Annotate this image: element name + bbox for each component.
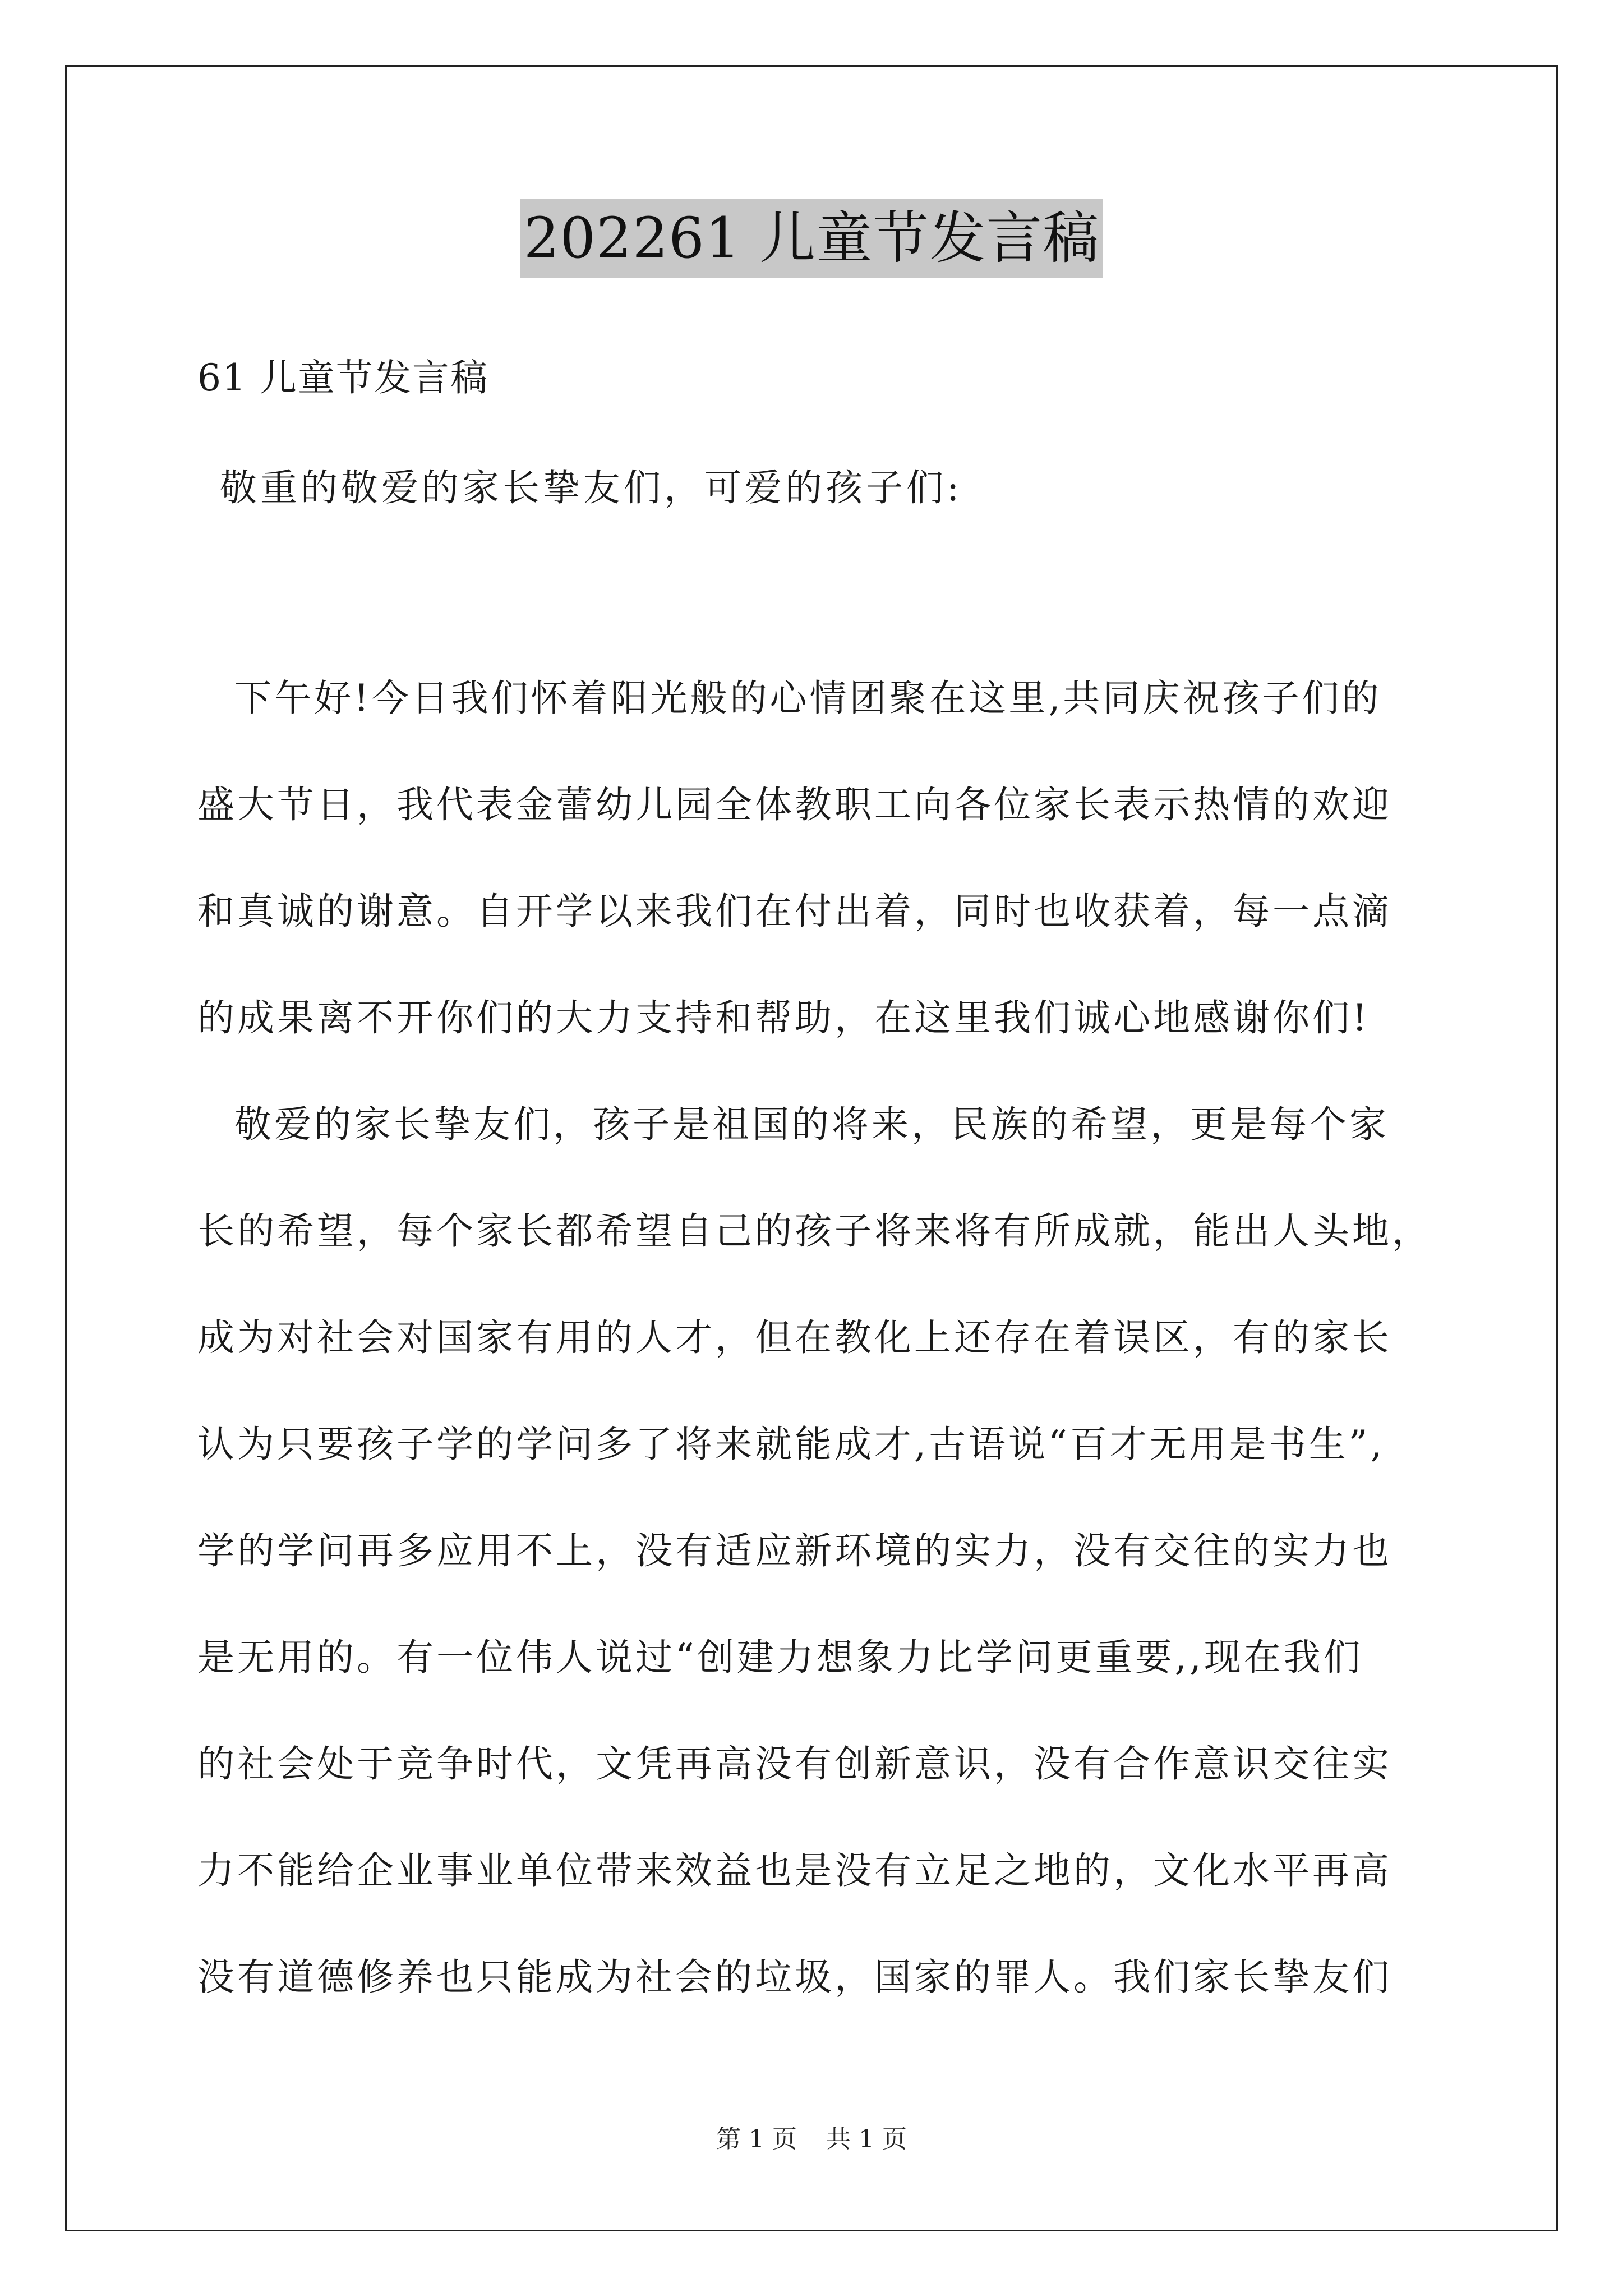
page-total: 共 1 页 xyxy=(826,2125,907,2154)
body-line: 力不能给企业事业单位带来效益也是没有立足之地的，文化水平再高 xyxy=(197,1849,1392,1892)
body-line: 认为只要孩子学的学问多了将来就能成才,古语说“百才无用是书生”, xyxy=(197,1423,1385,1466)
body-line: 成为对社会对国家有用的人才，但在教化上还存在着误区，有的家长 xyxy=(197,1316,1392,1359)
document-body xyxy=(197,670,1459,2056)
document-title: 202261 儿童节发言稿 xyxy=(520,199,1103,278)
body-line: 和真诚的谢意。自开学以来我们在付出着，同时也收获着，每一点滴 xyxy=(197,890,1392,933)
body-line: 下午好!今日我们怀着阳光般的心情团聚在这里,共同庆祝孩子们的 xyxy=(234,677,1382,720)
body-line: 没有道德修养也只能成为社会的垃圾，国家的罪人。我们家长挚友们 xyxy=(197,1955,1392,1999)
document-subtitle: 61 儿童节发言稿 xyxy=(197,356,488,399)
title-container xyxy=(0,199,1623,278)
body-line: 长的希望，每个家长都希望自己的孩子将来将有所成就，能出人头地， xyxy=(197,1209,1432,1253)
body-line: 学的学问再多应用不上，没有适应新环境的实力，没有交往的实力也 xyxy=(197,1529,1392,1572)
page-footer xyxy=(0,2123,1623,2156)
body-line: 的成果离不开你们的大力支持和帮助，在这里我们诚心地感谢你们! xyxy=(197,996,1370,1039)
body-line: 是无用的。有一位伟人说过“创建力想象力比学问更重要,,现在我们 xyxy=(197,1636,1363,1679)
body-line: 敬爱的家长挚友们，孩子是祖国的将来，民族的希望，更是每个家 xyxy=(234,1103,1389,1146)
body-line: 的社会处于竞争时代，文凭再高没有创新意识，没有合作意识交往实 xyxy=(197,1742,1392,1786)
body-line: 盛大节日，我代表金蕾幼儿园全体教职工向各位家长表示热情的欢迎 xyxy=(197,783,1392,826)
page-number: 第 1 页 xyxy=(716,2125,797,2154)
greeting-line: 敬重的敬爱的家长挚友们，可爱的孩子们: xyxy=(220,466,963,509)
